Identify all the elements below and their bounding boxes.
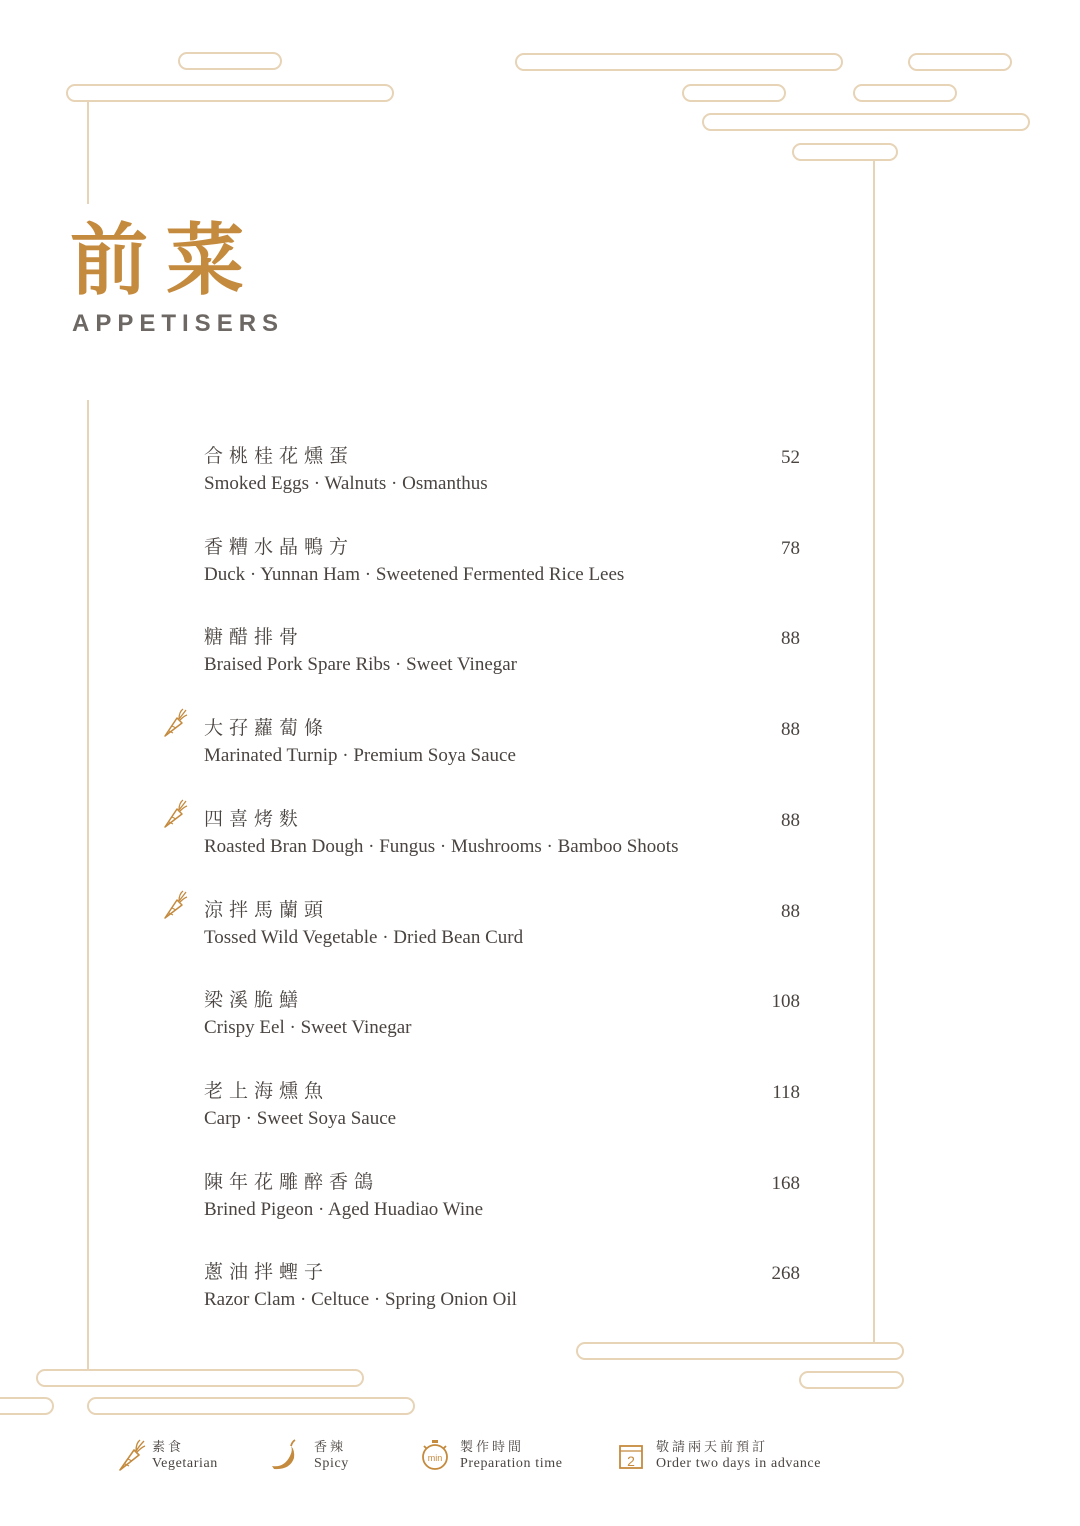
menu-item	[0, 807, 1080, 887]
menu-item	[0, 625, 1080, 705]
dish-price: 118	[772, 1082, 800, 1103]
cloud-bar	[682, 84, 786, 102]
dish-name-chinese: 大孖蘿蔔條	[204, 717, 330, 739]
cloud-bar	[576, 1342, 904, 1360]
dish-name-chinese: 糖醋排骨	[204, 626, 305, 648]
cloud-bar	[515, 53, 843, 71]
dish-name-english: Razor Clam · Celtuce · Spring Onion Oil	[204, 1289, 517, 1310]
dish-name-english: Braised Pork Spare Ribs · Sweet Vinegar	[204, 654, 518, 675]
legend-label-en: Vegetarian	[152, 1456, 218, 1471]
dish-name-english: Carp · Sweet Soya Sauce	[204, 1108, 397, 1129]
calendar-icon-label: 2	[627, 1453, 635, 1469]
legend-label-cn: 素食	[152, 1440, 185, 1455]
dish-name-english: Smoked Eggs · Walnuts · Osmanthus	[204, 473, 488, 494]
cloud-bar	[178, 52, 282, 70]
dish-name-chinese: 香糟水晶鴨方	[204, 536, 355, 558]
legend-label-en: Spicy	[314, 1456, 349, 1471]
cloud-bar	[799, 1371, 904, 1389]
dish-price: 88	[781, 810, 800, 831]
carrot-icon	[162, 708, 188, 738]
legend-label-cn: 敬請兩天前預訂	[656, 1440, 769, 1455]
dish-name-english: Crispy Eel · Sweet Vinegar	[204, 1017, 412, 1038]
dish-name-english: Marinated Turnip · Premium Soya Sauce	[204, 745, 516, 766]
dish-name-chinese: 四喜烤麩	[204, 808, 305, 830]
legend-label-cn: 製作時間	[460, 1440, 525, 1455]
dish-name-chinese: 涼拌馬蘭頭	[204, 899, 330, 921]
cloud-bar	[792, 143, 898, 161]
dish-price: 78	[781, 538, 800, 559]
menu-item	[0, 444, 1080, 524]
cloud-bar	[87, 1397, 415, 1415]
cloud-bar	[702, 113, 1030, 131]
cloud-bar	[36, 1369, 364, 1387]
menu-item	[0, 716, 1080, 796]
dish-name-chinese: 老上海燻魚	[204, 1080, 330, 1102]
legend-label-cn: 香辣	[314, 1440, 347, 1455]
dish-price: 52	[781, 447, 800, 468]
dish-name-chinese: 陳年花雕醉香鴿	[204, 1171, 380, 1193]
dish-name-english: Duck · Yunnan Ham · Sweetened Fermented Rice Lees	[204, 564, 625, 585]
carrot-icon	[162, 799, 188, 829]
dish-price: 268	[771, 1263, 800, 1284]
dish-price: 88	[781, 901, 800, 922]
menu-item	[0, 988, 1080, 1068]
menu-item	[0, 1260, 1080, 1340]
legend-label-en: Order two days in advance	[656, 1456, 822, 1471]
cloud-bar	[66, 84, 394, 102]
calendar-icon	[616, 1438, 646, 1472]
menu-item	[0, 898, 1080, 978]
section-title-english: APPETISERS	[72, 310, 285, 337]
dish-price: 168	[771, 1173, 800, 1194]
menu-item	[0, 535, 1080, 615]
dish-name-english: Tossed Wild Vegetable · Dried Bean Curd	[204, 927, 524, 948]
menu-item	[0, 1170, 1080, 1250]
carrot-icon	[162, 890, 188, 920]
timer-icon	[420, 1438, 450, 1472]
dish-name-english: Brined Pigeon · Aged Huadiao Wine	[204, 1199, 484, 1220]
cloud-bar	[0, 1397, 54, 1415]
chili-icon	[270, 1438, 300, 1472]
menu-item	[0, 1079, 1080, 1159]
carrot-icon	[116, 1438, 146, 1472]
frame-line-left-top	[87, 102, 89, 204]
dish-price: 88	[781, 628, 800, 649]
dish-price: 108	[771, 991, 800, 1012]
dish-price: 88	[781, 719, 800, 740]
legend-label-en: Preparation time	[460, 1456, 563, 1471]
cloud-bar	[908, 53, 1012, 71]
dish-name-chinese: 合桃桂花燻蛋	[204, 445, 355, 467]
timer-icon-label: min	[427, 1453, 443, 1463]
dish-name-chinese: 梁溪脆鱔	[204, 989, 305, 1011]
section-title-chinese: 前菜	[70, 216, 263, 306]
dish-name-chinese: 蔥油拌蟶子	[204, 1261, 330, 1283]
cloud-bar	[853, 84, 957, 102]
dish-name-english: Roasted Bran Dough · Fungus · Mushrooms · Bamboo Shoots	[204, 836, 679, 857]
